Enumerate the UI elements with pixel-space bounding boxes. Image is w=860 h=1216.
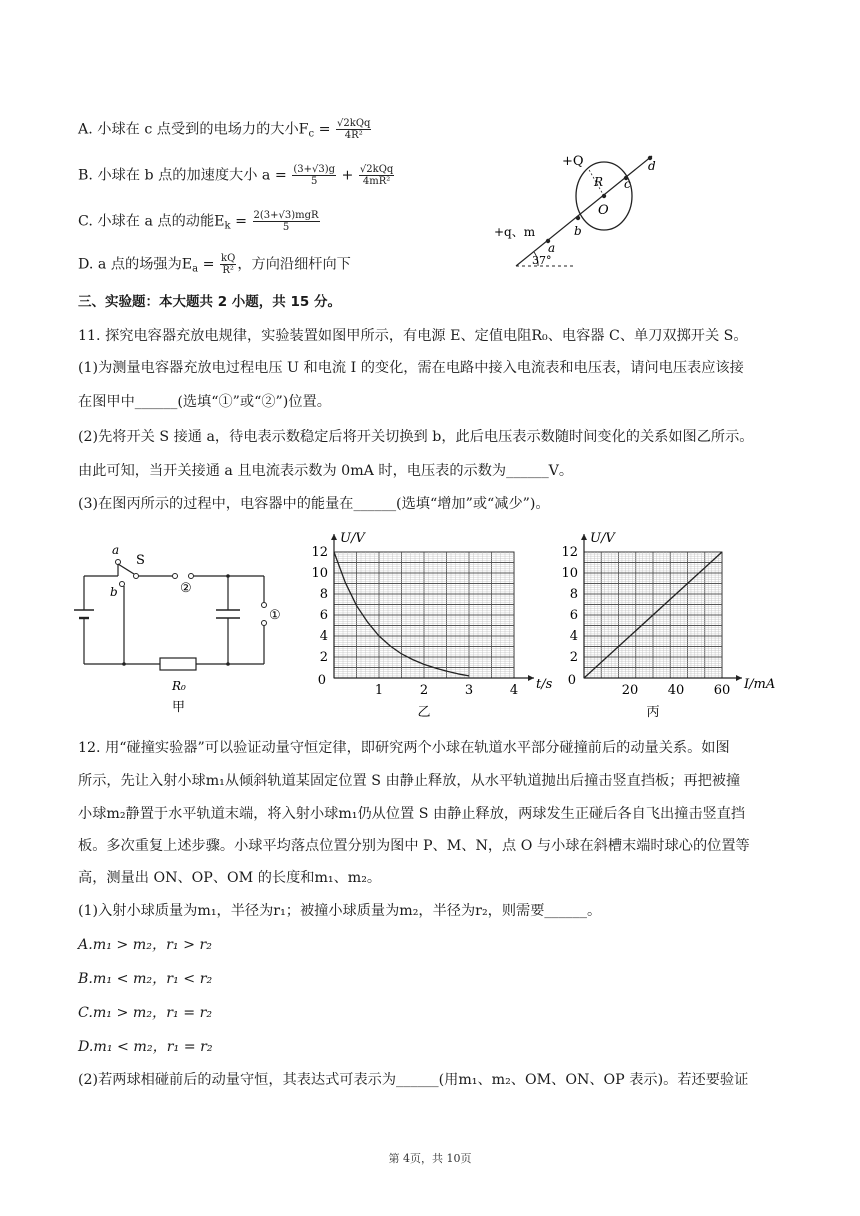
y-axis-arrow xyxy=(331,534,337,540)
y-tick-label: 12 xyxy=(561,545,578,560)
label-position-2: ② xyxy=(180,581,192,596)
y-tick-label: 2 xyxy=(569,650,578,665)
q12-part1: (1)入射小球质量为m₁，半径为r₁；被撞小球质量为m₂，半径为r₂，则需要______。 xyxy=(78,903,602,919)
q12-line3: 小球m₂静置于水平轨道末端，将入射小球m₁仍从位置 S 由静止释放，两球发生正碰后各自飞出撞击竖直挡 xyxy=(78,806,746,822)
x-tick-label: 20 xyxy=(621,683,639,698)
page-footer: 第 4页，共 10页 xyxy=(388,1152,472,1165)
label-switch-s: S xyxy=(136,553,145,568)
fraction: $\frac{(3+√3)g}{5}$ xyxy=(293,164,335,187)
fraction: $\frac{kQ}{\text{R²}}$ xyxy=(221,253,236,276)
y-tick-label: 10 xyxy=(311,566,328,581)
option-d: D. a 点的场强为$E_a$ = $\frac{kQ}{\text{R²}}$ ，方向沿细杆向下 xyxy=(78,253,351,276)
y-tick-label: 4 xyxy=(319,629,328,644)
q12-option-c: C.m₁ > m₂，r₁ = r₂ xyxy=(78,1005,213,1021)
x-axis-label: I/mA xyxy=(744,677,776,692)
label-c: c xyxy=(624,177,631,191)
label-switch-b: b xyxy=(110,585,118,599)
label-r: R xyxy=(594,175,604,189)
label-resistor: R₀ xyxy=(172,679,186,693)
q12-line5: 高，测量出 ON、OP、OM 的长度和m₁、m₂。 xyxy=(78,870,382,886)
x-axis-arrow xyxy=(736,675,742,681)
q12-line1: 12. 用“碰撞实验器”可以验证动量守恒定律，即研究两个小球在轨道水平部分碰撞前后的动量关系。如图 xyxy=(78,740,730,756)
q11-part1-line1: (1)为测量电容器充放电过程电压 U 和电流 I 的变化，需在电路中接入电流表和电压表，请问电压表应该接 xyxy=(78,360,744,376)
option-b: B. 小球在 b 点的加速度大小 a = $\frac{(3+√3)g}{5}$ + $\frac{\text{√2kQq}}{\text{4mR²}}$ xyxy=(78,164,394,187)
x-tick-label: 2 xyxy=(419,683,429,698)
x-tick-label: 1 xyxy=(374,683,384,698)
q11-intro: 11. 探究电容器充放电规律，实验装置如图甲所示，有电源 E、定值电阻R₀、电容器 C、单刀双掷开关 S。 xyxy=(78,328,748,344)
chart-caption: 乙 xyxy=(417,705,431,720)
fraction: $\frac{\text{√2kQq}}{\text{4R²}}$ xyxy=(337,118,371,141)
label-angle: 37° xyxy=(532,254,552,267)
label-q-m: +q、m xyxy=(494,225,536,239)
label-plus-q: +Q xyxy=(562,154,584,169)
y-axis-label: U/V xyxy=(340,531,365,546)
fraction: $\frac{\text{√2kQq}}{\text{4mR²}}$ xyxy=(359,164,394,187)
q12-option-b: B.m₁ < m₂，r₁ < r₂ xyxy=(78,971,213,987)
chart-caption: 丙 xyxy=(646,705,660,720)
q11-part1-line2: 在图甲中______(选填“①”或“②”)位置。 xyxy=(78,394,331,410)
q12-line2: 所示，先让入射小球m₁从倾斜轨道某固定位置 S 由静止释放，从水平轨道抛出后撞击竖直挡板；再把被撞 xyxy=(78,773,741,789)
origin-label: 0 xyxy=(567,673,576,688)
chart-voltage-current xyxy=(552,520,792,720)
label-position-1: ① xyxy=(269,608,281,623)
x-axis-arrow xyxy=(528,675,534,681)
q12-line4: 板。多次重复上述步骤。小球平均落点位置分别为图中 P、M、N，点 O 与小球在斜槽末端时球心的位置等 xyxy=(78,838,750,854)
q11-part3: (3)在图丙所示的过程中，电容器中的能量在______(选填“增加”或“减少”)。 xyxy=(78,496,550,512)
section-3-heading: 三、实验题：本大题共 2 小题，共 15 分。 xyxy=(78,294,341,310)
y-tick-label: 2 xyxy=(319,650,328,665)
y-tick-label: 10 xyxy=(561,566,578,581)
label-d: d xyxy=(648,159,656,173)
y-axis-label: U/V xyxy=(590,531,615,546)
y-tick-label: 12 xyxy=(311,545,328,560)
x-tick-label: 4 xyxy=(509,683,519,698)
y-tick-label: 8 xyxy=(569,587,578,602)
q11-part2-line2: 由此可知，当开关接通 a 且电流表示数为 0mA 时，电压表的示数为______V。 xyxy=(78,463,574,479)
fraction: $\frac{\text{2(3+√3)mgR}}{5}$ xyxy=(253,210,319,233)
x-tick-label: 40 xyxy=(667,683,685,698)
y-axis-arrow xyxy=(581,534,587,540)
y-tick-label: 4 xyxy=(569,629,578,644)
q11-part2-line1: (2)先将开关 S 接通 a，待电表示数稳定后将开关切换到 b，此后电压表示数随时间变化的关系如图乙所示。 xyxy=(78,429,754,445)
q12-part2: (2)若两球相碰前后的动量守恒，其表达式可表示为______(用m₁、m₂、OM、ON、OP 表示)。若还要验证 xyxy=(78,1072,749,1088)
option-c: C. 小球在 a 点的动能$E_k$ = $\frac{\text{2(3+√3)mgR}}{5}$ xyxy=(78,210,319,233)
x-axis-label: t/s xyxy=(536,677,553,692)
x-tick-label: 3 xyxy=(464,683,474,698)
origin-label: 0 xyxy=(317,673,326,688)
q12-option-a: A.m₁ > m₂，r₁ > r₂ xyxy=(78,937,212,953)
q12-option-d: D.m₁ < m₂，r₁ = r₂ xyxy=(78,1039,213,1055)
label-a: a xyxy=(548,241,556,255)
option-a: A. 小球在 c 点受到的电场力的大小$F_c$ = $\frac{\text{√2kQq}}{\text{4R²}}$ xyxy=(78,118,371,141)
y-tick-label: 6 xyxy=(319,608,328,623)
label-b: b xyxy=(574,224,582,238)
y-tick-label: 6 xyxy=(569,608,578,623)
circuit-figure xyxy=(74,524,284,716)
label-o: O xyxy=(598,203,609,218)
ring-rod-figure xyxy=(490,148,670,272)
y-tick-label: 8 xyxy=(319,587,328,602)
x-tick-label: 60 xyxy=(713,683,731,698)
label-switch-a: a xyxy=(112,543,120,557)
chart-voltage-time xyxy=(300,520,553,720)
circuit-caption: 甲 xyxy=(172,700,186,715)
